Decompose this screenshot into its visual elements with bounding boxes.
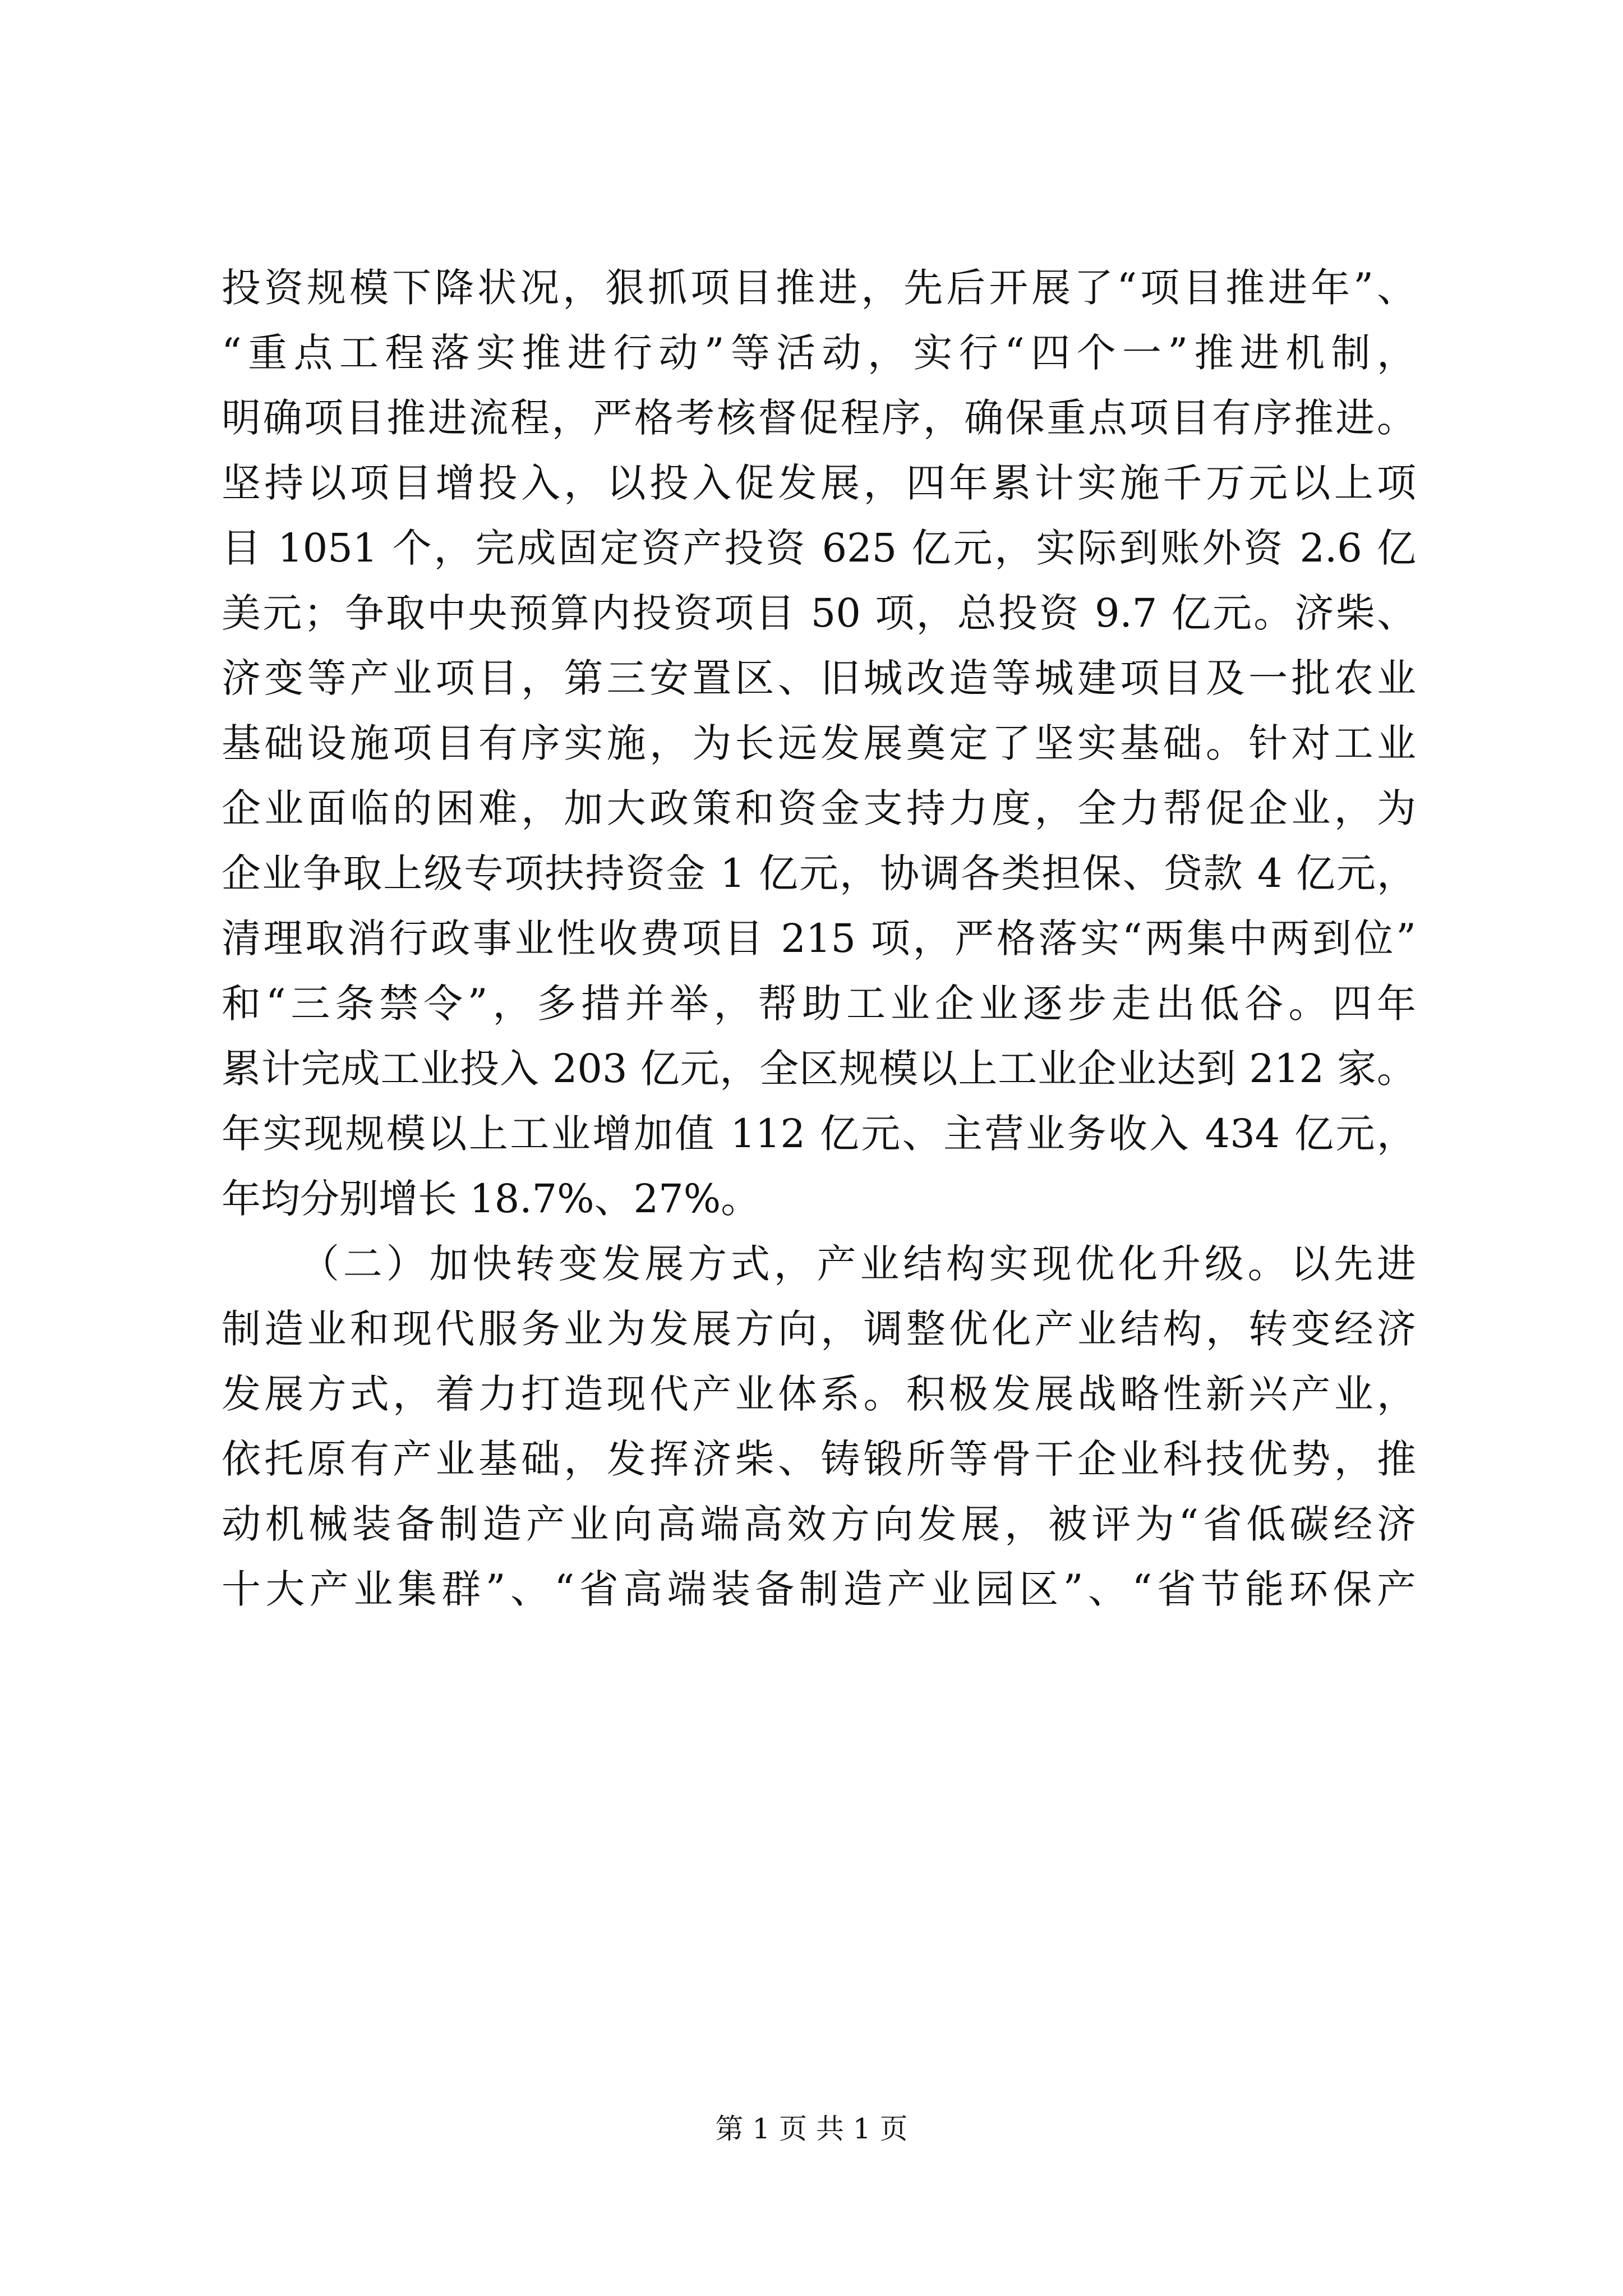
text-line: 年实现规模以上工业增加值 112 亿元、主营业务收入 434 亿元， xyxy=(222,1111,1416,1157)
page-footer: 第 1 页 共 1 页 xyxy=(715,2113,908,2145)
text-line: 和“三条禁令”，多措并举，帮助工业企业逐步走出低谷。四年 xyxy=(222,981,1416,1027)
text-line: 目 1051 个，完成固定资产投资 625 亿元，实际到账外资 2.6 亿 xyxy=(222,525,1416,571)
text-line: 制造业和现代服务业为发展方向，调整优化产业结构，转变经济 xyxy=(222,1306,1416,1352)
text-line: 清理取消行政事业性收费项目 215 项，严格落实“两集中两到位” xyxy=(222,915,1416,961)
text-line: 坚持以项目增投入，以投入促发展，四年累计实施千万元以上项 xyxy=(222,460,1416,506)
text-line: 累计完成工业投入 203 亿元，全区规模以上工业企业达到 212 家。 xyxy=(222,1046,1416,1092)
text-line: 明确项目推进流程，严格考核督促程序，确保重点项目有序推进。 xyxy=(222,395,1416,441)
text-line: 基础设施项目有序实施，为长远发展奠定了坚实基础。针对工业 xyxy=(222,720,1416,766)
text-line: 济变等产业项目，第三安置区、旧城改造等城建项目及一批农业 xyxy=(222,655,1416,701)
text-line: 美元；争取中央预算内投资项目 50 项，总投资 9.7 亿元。济柴、 xyxy=(222,590,1416,636)
body-text xyxy=(222,255,1416,1622)
text-line: 企业争取上级专项扶持资金 1 亿元，协调各类担保、贷款 4 亿元， xyxy=(222,850,1416,896)
text-line: 企业面临的困难，加大政策和资金支持力度，全力帮促企业，为 xyxy=(222,785,1416,831)
text-line: 依托原有产业基础，发挥济柴、铸锻所等骨干企业科技优势，推 xyxy=(222,1436,1416,1482)
text-line: “重点工程落实推进行动”等活动，实行“四个一”推进机制， xyxy=(222,330,1416,376)
text-line: 动机械装备制造产业向高端高效方向发展，被评为“省低碳经济 xyxy=(222,1501,1416,1547)
text-line: 投资规模下降状况，狠抓项目推进，先后开展了“项目推进年”、 xyxy=(222,265,1416,311)
section-heading-line: （二）加快转变发展方式，产业结构实现优化升级。以先进 xyxy=(300,1241,1416,1287)
text-line: 年均分别增长 18.7%、27%。 xyxy=(222,1176,760,1222)
text-line: 发展方式，着力打造现代产业体系。积极发展战略性新兴产业， xyxy=(222,1371,1416,1417)
text-line: 十大产业集群”、“省高端装备制造产业园区”、“省节能环保产 xyxy=(222,1566,1416,1612)
